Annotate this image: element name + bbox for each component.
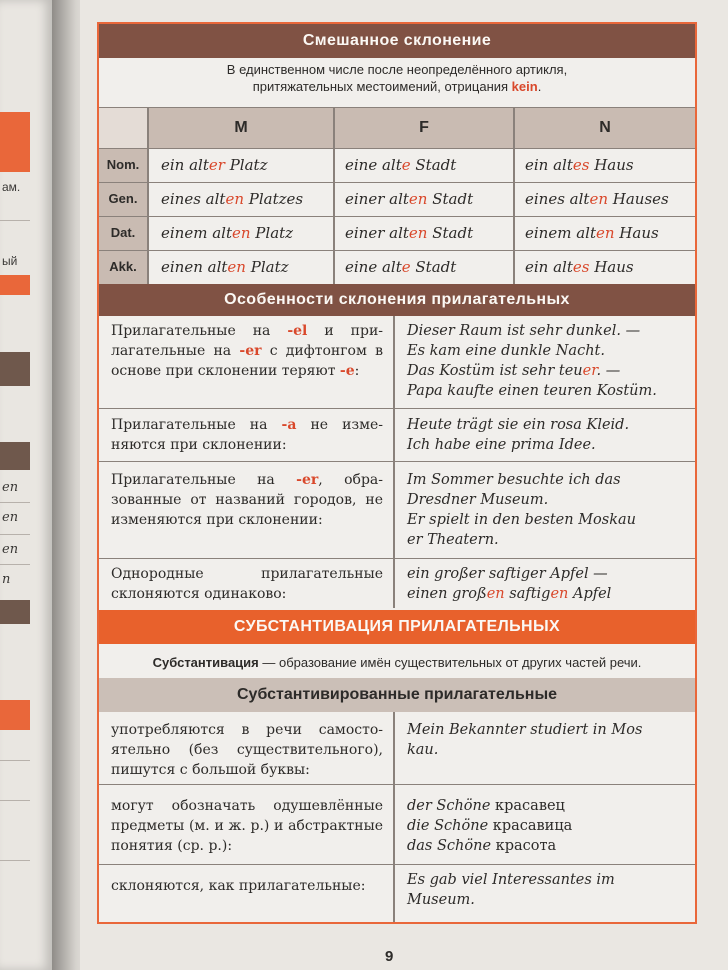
adjacent-page-accent: [0, 112, 30, 172]
rule-text: с дифтонгом в основе при склонении теряют: [111, 343, 383, 379]
decl-noun: Haus: [614, 224, 659, 242]
grid-line: [99, 864, 695, 865]
example-text: einen groß: [407, 586, 487, 602]
grid-line: [99, 107, 695, 108]
decl-dat-n: [525, 224, 659, 242]
example-line: [407, 816, 687, 836]
subst-rule-3: склоняются, как прилагательные:: [111, 878, 366, 894]
decl-stem: eines alt: [161, 190, 226, 208]
decl-stem: ein alt: [161, 156, 209, 174]
decl-gen-f: [345, 190, 473, 208]
example-line: [407, 584, 687, 604]
decl-noun: Platz: [224, 156, 268, 174]
suffix-highlight: -el: [287, 323, 308, 339]
subst-rule-1: употребляются в речи самостоятельно (без существительного), пишутся с большой буквы:: [111, 722, 383, 778]
example-line: Dresdner Museum.: [407, 492, 549, 508]
grid-line: [99, 148, 695, 149]
example-text: . —: [596, 363, 621, 379]
case-dat: Dat.: [99, 216, 147, 250]
decl-noun: Platz: [250, 224, 294, 242]
decl-stem: einem alt: [161, 224, 232, 242]
decl-akk-m: [161, 258, 289, 276]
adjacent-page-band: [0, 600, 30, 624]
example-line: Es gab viel Interessantes im: [407, 872, 615, 888]
suffix-highlight: -er: [296, 472, 319, 488]
feature-rule-2: [111, 415, 383, 455]
subst-examples-3: [407, 870, 687, 910]
substantivation-title: СУБСТАНТИВАЦИЯ ПРИЛАГАТЕЛЬНЫХ: [99, 610, 695, 644]
decl-ending: es: [572, 156, 590, 174]
example-line: [407, 836, 687, 856]
feature-examples-1: [407, 321, 687, 401]
rule-text: Прилагательные на: [111, 323, 288, 339]
suffix-highlight: -er: [239, 343, 262, 359]
col-header-n: N: [515, 108, 695, 148]
grid-line: [147, 108, 149, 284]
intro-text: .: [537, 79, 542, 94]
ending-highlight: en: [486, 586, 505, 602]
example-line: er Theatern.: [407, 532, 499, 548]
adjacent-rule: [0, 220, 30, 221]
adjacent-fragment: en: [2, 480, 19, 495]
example-line: Ich habe eine prima Idee.: [407, 437, 596, 453]
mixed-intro-line2: [99, 78, 695, 95]
rule-text: и прилагательные на: [111, 323, 384, 359]
decl-dat-f: [345, 224, 473, 242]
decl-stem: ein alt: [525, 258, 573, 276]
decl-noun: Stadt: [410, 258, 457, 276]
adjacent-fragment: ам.: [2, 180, 21, 194]
adjacent-rule: [0, 502, 30, 503]
example-line: Mein Bekannter studiert in Mos: [407, 722, 643, 738]
rule-text: Прилагательные на: [111, 417, 282, 433]
feature-rule-4: Однородные прилагательные склоняются одинаково:: [111, 566, 383, 602]
substantivation-definition: [99, 654, 695, 671]
grid-line: [99, 558, 695, 559]
example-line: Dieser Raum ist sehr dunkel. —: [407, 323, 641, 339]
rule-text: не изменяются при склонении:: [111, 417, 383, 453]
adjacent-rule: [0, 534, 30, 535]
grid-line: [99, 461, 695, 462]
decl-stem: einer alt: [345, 224, 409, 242]
decl-noun: Stadt: [427, 190, 474, 208]
decl-ending: en: [231, 224, 251, 242]
case-gen: Gen.: [99, 182, 147, 216]
decl-akk-f: [345, 258, 456, 276]
decl-noun: Platzes: [244, 190, 304, 208]
decl-stem: einem alt: [525, 224, 596, 242]
adjacent-page-band: [0, 442, 30, 470]
grid-line: [513, 108, 515, 284]
example-line: [407, 361, 687, 381]
page-number: 9: [385, 948, 394, 965]
adjacent-page-accent: [0, 275, 30, 295]
feature-examples-2: [407, 415, 687, 455]
grid-line: [99, 784, 695, 785]
kein-highlight: kein: [511, 79, 538, 94]
decl-ending: es: [572, 258, 590, 276]
example-line: [407, 796, 687, 816]
adjacent-fragment: en: [2, 510, 19, 525]
grid-line: [333, 108, 335, 284]
adjacent-rule: [0, 860, 30, 861]
decl-ending: er: [208, 156, 225, 174]
decl-stem: eine alt: [345, 156, 402, 174]
russian-translation: красавец: [490, 798, 565, 814]
decl-ending: e: [401, 258, 411, 276]
decl-ending: en: [225, 190, 244, 208]
feature-rule-1: [111, 321, 383, 381]
subst-rule-2: могут обозначать одушевлённые предметы (м. и ж. р.) и абстрактные понятия (ср. р.):: [111, 798, 383, 854]
decl-noun: Hauses: [608, 190, 669, 208]
mixed-declension-title: Смешанное склонение: [99, 24, 695, 58]
definition-text: — образование имён существительных от других частей речи.: [258, 655, 642, 670]
grid-line: [99, 250, 695, 251]
decl-akk-n: [525, 258, 634, 276]
grid-line: [393, 712, 395, 922]
example-line: kau.: [407, 742, 439, 758]
decl-stem: einer alt: [345, 190, 409, 208]
decl-nom-m: [161, 156, 267, 174]
adjacent-rule: [0, 760, 30, 761]
decl-nom-f: [345, 156, 456, 174]
decl-dat-m: [161, 224, 293, 242]
german-word: die Schöne: [407, 818, 489, 834]
feature-examples-3: [407, 470, 687, 550]
definition-term: Субстантивация: [152, 655, 259, 670]
col-header-f: F: [335, 108, 513, 148]
decl-stem: eines alt: [525, 190, 590, 208]
decl-noun: Haus: [589, 258, 634, 276]
decl-ending: en: [227, 258, 246, 276]
example-line: Er spielt in den besten Moskau: [407, 512, 636, 528]
example-line: Papa kaufte einen teuren Kostüm.: [407, 383, 657, 399]
corner-cell: [99, 108, 147, 148]
rule-text: Прилагательные на: [111, 472, 297, 488]
suffix-highlight: -a: [281, 417, 297, 433]
intro-text: притяжательных местоимений, отрицания: [252, 79, 512, 94]
subst-examples-2: [407, 796, 687, 856]
decl-stem: eine alt: [345, 258, 402, 276]
decl-noun: Stadt: [410, 156, 457, 174]
feature-rule-3: [111, 470, 383, 530]
decl-ending: e: [401, 156, 411, 174]
adjacent-fragment: en: [2, 542, 19, 557]
german-word: der Schöne: [407, 798, 491, 814]
adjacent-page: [0, 0, 52, 970]
decl-ending: en: [408, 224, 428, 242]
col-header-m: M: [149, 108, 333, 148]
example-line: Heute trägt sie ein rosa Kleid.: [407, 417, 630, 433]
grid-line: [99, 182, 695, 183]
mixed-intro-line1: В единственном числе после неопределённого артикля,: [226, 62, 568, 77]
example-line: Es kam eine dunkle Nacht.: [407, 343, 605, 359]
grid-line: [99, 408, 695, 409]
decl-stem: ein alt: [525, 156, 573, 174]
decl-ending: en: [408, 190, 428, 208]
adjacent-rule: [0, 564, 30, 565]
adjacent-page-band: [0, 352, 30, 386]
case-akk: Akk.: [99, 250, 147, 284]
mixed-intro: [99, 61, 695, 95]
decl-ending: en: [595, 224, 615, 242]
decl-stem: einen alt: [161, 258, 228, 276]
example-text: Das Kostüm ist sehr teu: [407, 363, 583, 379]
decl-noun: Platz: [245, 258, 289, 276]
grid-line: [99, 216, 695, 217]
grid-line: [393, 316, 395, 608]
decl-ending: en: [589, 190, 608, 208]
grammar-table: [97, 22, 697, 924]
adjacent-rule: [0, 800, 30, 801]
example-text: Apfel: [568, 586, 612, 602]
example-text: saftig: [504, 586, 551, 602]
example-line: Im Sommer besuchte ich das: [407, 472, 621, 488]
suffix-highlight: -e: [339, 363, 355, 379]
substantivized-subtitle: Субстантивированные прилагательные: [99, 678, 695, 712]
adjacent-page-accent: [0, 700, 30, 730]
russian-translation: красота: [491, 838, 557, 854]
example-line: ein großer saftiger Apfel —: [407, 566, 608, 582]
decl-noun: Haus: [589, 156, 634, 174]
decl-gen-m: [161, 190, 303, 208]
feature-examples-4: [407, 564, 687, 604]
adjacent-fragment: n: [2, 572, 11, 587]
decl-gen-n: [525, 190, 669, 208]
ending-highlight: en: [550, 586, 569, 602]
russian-translation: красавица: [488, 818, 573, 834]
decl-nom-n: [525, 156, 634, 174]
example-line: Museum.: [407, 892, 475, 908]
case-nom: Nom.: [99, 148, 147, 182]
subst-examples-1: [407, 720, 687, 760]
adjacent-fragment: ый: [2, 254, 18, 268]
rule-text: :: [354, 363, 360, 379]
decl-noun: Stadt: [427, 224, 474, 242]
ending-highlight: er: [582, 363, 597, 379]
rule-text: , образованные от названий городов, не изменяются при склонении:: [111, 472, 383, 528]
german-word: das Schöne: [407, 838, 492, 854]
features-title: Особенности склонения прилагательных: [99, 284, 695, 316]
